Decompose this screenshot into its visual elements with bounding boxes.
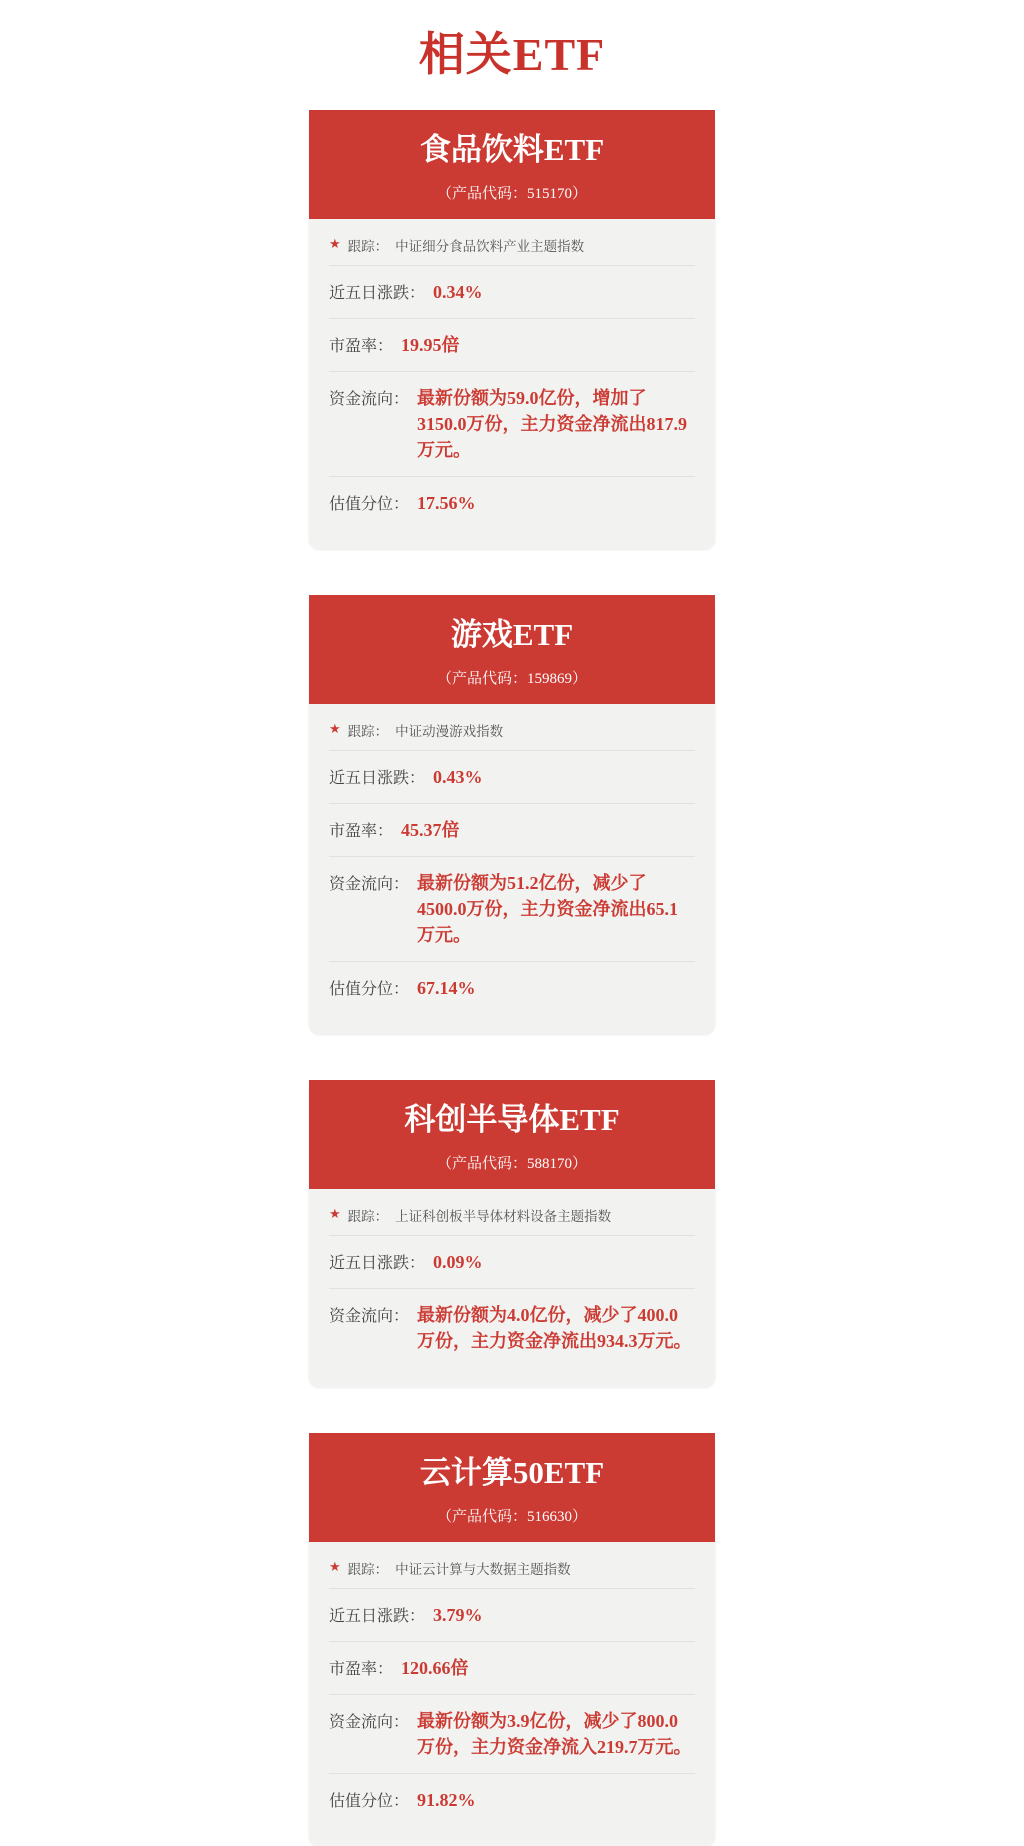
etf-five-day-label: 近五日涨跌： [329, 284, 426, 302]
etf-track-row [329, 235, 695, 266]
etf-pe-value: 45.37倍 [401, 819, 460, 840]
etf-track-label: 跟踪： [347, 1209, 389, 1225]
etf-five-day-row [329, 1589, 695, 1642]
star-icon: ★ [329, 720, 341, 736]
etf-code [319, 1152, 705, 1173]
etf-track-label: 跟踪： [347, 723, 389, 739]
etf-five-day-row [329, 266, 695, 319]
etf-name: 科创半导体ETF [404, 1102, 620, 1138]
etf-code-suffix: ） [572, 1508, 588, 1525]
etf-five-day-row [329, 1236, 695, 1289]
etf-five-day-value: 0.34% [433, 281, 483, 302]
etf-card-body [309, 704, 715, 1035]
etf-flow-label: 资金流向： [329, 390, 410, 408]
etf-pe-row [329, 1642, 695, 1695]
etf-track-value: 中证动漫游戏指数 [395, 723, 504, 739]
etf-flow-value: 最新份额为51.2亿份，减少了4500.0万份，主力资金净流出65.1万元。 [417, 873, 679, 946]
etf-valuation-value: 67.14% [417, 978, 476, 999]
etf-pe-row [329, 319, 695, 372]
etf-code [319, 1505, 705, 1526]
etf-code-suffix: ） [572, 1156, 588, 1173]
etf-pe-label: 市盈率： [329, 337, 394, 355]
etf-card-header [309, 1433, 715, 1542]
etf-card-header [309, 1080, 715, 1189]
etf-track-label: 跟踪： [347, 238, 389, 254]
etf-valuation-row [329, 962, 695, 1014]
etf-code-value: 588170 [527, 1156, 572, 1173]
etf-five-day-value: 3.79% [433, 1604, 483, 1625]
etf-flow-value: 最新份额为3.9亿份，减少了800.0万份，主力资金净流入219.7万元。 [417, 1711, 692, 1758]
etf-card-header [309, 110, 715, 219]
etf-five-day-label: 近五日涨跌： [329, 1255, 426, 1273]
etf-flow-label: 资金流向： [329, 1308, 410, 1326]
etf-valuation-value: 91.82% [417, 1790, 476, 1811]
etf-card-body [309, 1542, 715, 1846]
etf-page [0, 18, 1024, 1811]
etf-code-value: 159869 [527, 670, 572, 687]
etf-code-prefix: （产品代码： [436, 670, 527, 687]
etf-flow-value: 最新份额为59.0亿份，增加了3150.0万份，主力资金净流出817.9万元。 [417, 387, 688, 461]
etf-code-suffix: ） [572, 185, 588, 202]
etf-flow-row [329, 1695, 695, 1774]
etf-track-label: 跟踪： [347, 1561, 389, 1577]
etf-pe-row [329, 804, 695, 857]
etf-valuation-label: 估值分位： [329, 496, 410, 514]
etf-card-body [309, 1189, 715, 1387]
etf-card-grid [0, 110, 1024, 1846]
etf-valuation-value: 17.56% [417, 493, 476, 514]
etf-track-value: 中证云计算与大数据主题指数 [395, 1561, 571, 1577]
etf-valuation-label: 估值分位： [329, 1793, 410, 1811]
star-icon: ★ [329, 1206, 341, 1222]
etf-name: 游戏ETF [450, 617, 574, 653]
etf-code-value: 516630 [527, 1508, 572, 1525]
etf-card[interactable] [309, 110, 715, 549]
etf-track-value: 中证细分食品饮料产业主题指数 [395, 238, 585, 254]
etf-five-day-value: 0.09% [433, 1252, 483, 1273]
etf-card-header [309, 595, 715, 704]
etf-five-day-label: 近五日涨跌： [329, 769, 426, 787]
etf-name: 食品饮料ETF [419, 132, 605, 167]
etf-card[interactable] [309, 1433, 715, 1846]
etf-code-value: 515170 [527, 185, 572, 202]
etf-flow-value: 最新份额为4.0亿份，减少了400.0万份，主力资金净流出934.3万元。 [417, 1305, 692, 1352]
etf-name: 云计算50ETF [419, 1455, 605, 1491]
etf-code-prefix: （产品代码： [436, 185, 527, 202]
etf-flow-label: 资金流向： [329, 876, 410, 894]
etf-code-prefix: （产品代码： [436, 1508, 527, 1525]
etf-flow-label: 资金流向： [329, 1714, 410, 1732]
etf-code [319, 667, 705, 688]
etf-pe-value: 19.95倍 [401, 334, 460, 355]
star-icon: ★ [329, 1558, 341, 1574]
etf-valuation-row [329, 1774, 695, 1826]
etf-five-day-value: 0.43% [433, 766, 483, 787]
etf-pe-label: 市盈率： [329, 822, 394, 840]
etf-track-row [329, 720, 695, 751]
etf-track-value: 上证科创板半导体材料设备主题指数 [395, 1209, 612, 1225]
page-title: 相关ETF [418, 29, 606, 80]
etf-card[interactable] [309, 1080, 715, 1387]
etf-flow-row [329, 857, 695, 962]
etf-track-row [329, 1205, 695, 1236]
etf-five-day-label: 近五日涨跌： [329, 1607, 426, 1625]
etf-valuation-label: 估值分位： [329, 981, 410, 999]
etf-card[interactable] [309, 595, 715, 1034]
etf-code-prefix: （产品代码： [436, 1156, 527, 1173]
star-icon: ★ [329, 235, 341, 251]
etf-five-day-row [329, 751, 695, 804]
etf-code-suffix: ） [572, 670, 588, 687]
etf-pe-label: 市盈率： [329, 1661, 394, 1679]
etf-flow-row [329, 372, 695, 477]
etf-code [319, 182, 705, 203]
etf-valuation-row [329, 477, 695, 529]
etf-card-body [309, 219, 715, 550]
etf-pe-value: 120.66倍 [401, 1658, 469, 1679]
etf-flow-row [329, 1289, 695, 1367]
etf-track-row [329, 1558, 695, 1589]
